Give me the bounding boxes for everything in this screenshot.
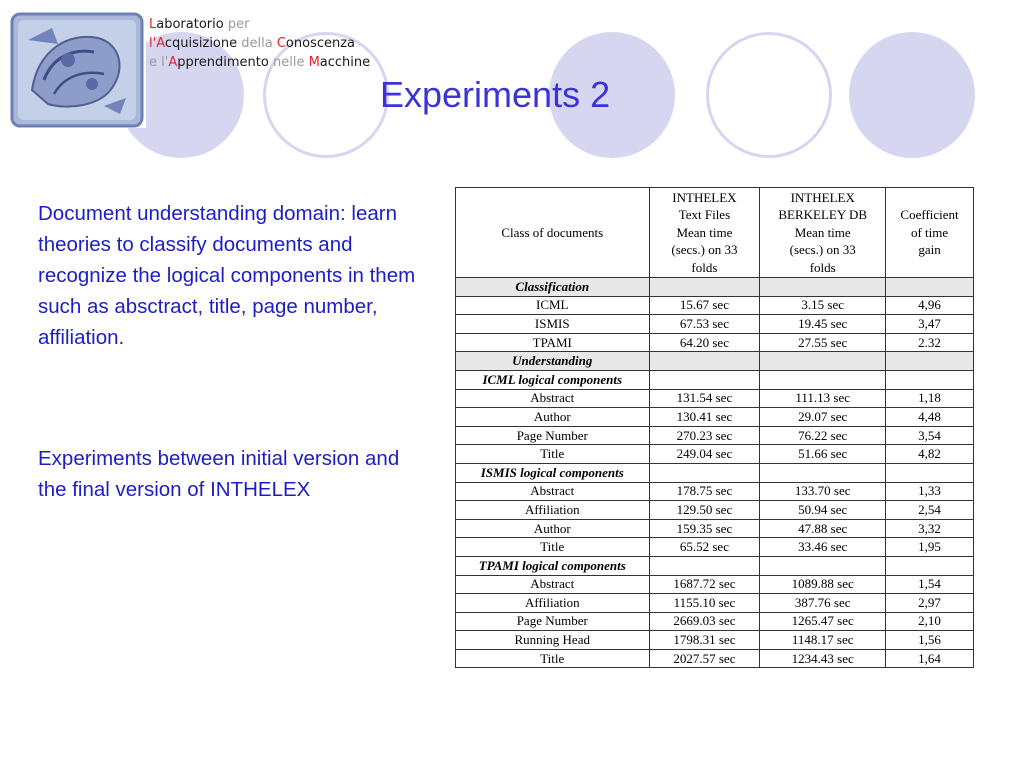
table-cell: 249.04 sec [649,445,760,464]
table-cell: 4,96 [886,296,974,315]
empty-cell [760,370,886,389]
table-cell: Title [456,649,650,668]
table-body [456,278,974,668]
decorative-circle [849,32,975,158]
lab-name-segment: M [308,55,320,70]
table-cell: 67.53 sec [649,315,760,334]
empty-cell [886,278,974,297]
table-row [456,594,974,613]
empty-cell [649,278,760,297]
table-row [456,315,974,334]
lab-name-segment: A [168,55,178,70]
table-header-row [456,188,974,278]
section-label: TPAMI logical components [456,556,650,575]
slide-title: Experiments 2 [380,74,611,115]
table-cell: 1687.72 sec [649,575,760,594]
table-cell: ISMIS [456,315,650,334]
table-cell: 47.88 sec [760,519,886,538]
table-row [456,575,974,594]
table-cell: 19.45 sec [760,315,886,334]
table-row [456,296,974,315]
table-cell: 4,48 [886,408,974,427]
table-subsection-row [456,370,974,389]
lab-name-segment: C [276,36,286,51]
column-header: Class of documents [456,188,650,278]
table-cell: 129.50 sec [649,501,760,520]
empty-cell [760,352,886,371]
table-cell: 1,33 [886,482,974,501]
table-cell: Title [456,445,650,464]
empty-cell [886,370,974,389]
table-section-row [456,352,974,371]
table-cell: TPAMI [456,333,650,352]
column-header: INTHELEX Text Files Mean time (secs.) on 33 folds [649,188,760,278]
table-row [456,538,974,557]
section-label: ISMIS logical components [456,463,650,482]
table-cell: 4,82 [886,445,974,464]
section-label: ICML logical components [456,370,650,389]
table-cell: Affiliation [456,501,650,520]
table-cell: Abstract [456,389,650,408]
table-cell: Abstract [456,575,650,594]
column-header: Coefficient of time gain [886,188,974,278]
table-row [456,501,974,520]
lab-name-line [149,15,370,34]
table-cell: 64.20 sec [649,333,760,352]
lab-name-segment: e l' [149,55,169,70]
table-row [456,445,974,464]
body-paragraph: Experiments between initial version and the final version of INTHELEX [38,447,400,501]
table-row [456,612,974,631]
table-cell: 1148.17 sec [760,631,886,650]
empty-cell [649,463,760,482]
table-cell: 2669.03 sec [649,612,760,631]
lab-name-segment: L [149,17,157,32]
table-cell: 1,95 [886,538,974,557]
table-cell: ICML [456,296,650,315]
table-cell: 178.75 sec [649,482,760,501]
table-cell: 51.66 sec [760,445,886,464]
empty-cell [886,352,974,371]
table-cell: Affiliation [456,594,650,613]
table-cell: Page Number [456,426,650,445]
empty-cell [760,556,886,575]
table-cell: 29.07 sec [760,408,886,427]
table-row [456,482,974,501]
table-cell: 2027.57 sec [649,649,760,668]
table-row [456,631,974,650]
table-cell: 3,47 [886,315,974,334]
table-cell: Author [456,519,650,538]
empty-cell [760,463,886,482]
table-cell: Title [456,538,650,557]
table-cell: 387.76 sec [760,594,886,613]
table-cell: 50.94 sec [760,501,886,520]
table-cell: 15.67 sec [649,296,760,315]
body-paragraph: Document understanding domain: learn theories to classify documents and recognize the logical components in them such as absctract, title, page number, affiliation. [38,202,416,349]
table-cell: 130.41 sec [649,408,760,427]
lab-name-segment: acchine [319,55,371,70]
table-section-row [456,278,974,297]
table-subsection-row [456,463,974,482]
lab-name-segment: A [156,36,165,51]
lab-name-segment: aboratorio [156,17,228,32]
table-cell: 65.52 sec [649,538,760,557]
table-row [456,408,974,427]
table-cell: Author [456,408,650,427]
table-cell: 1234.43 sec [760,649,886,668]
table-row [456,333,974,352]
lab-name [149,15,370,72]
table-cell: 1,54 [886,575,974,594]
table-cell: 131.54 sec [649,389,760,408]
table-cell: 1,18 [886,389,974,408]
lab-name-line [149,34,370,53]
table-cell: 2,97 [886,594,974,613]
table-cell: 111.13 sec [760,389,886,408]
table-cell: 2,54 [886,501,974,520]
empty-cell [649,556,760,575]
section-label: Understanding [456,352,650,371]
section-label: Classification [456,278,650,297]
table-cell: 1265.47 sec [760,612,886,631]
table-cell: 76.22 sec [760,426,886,445]
lab-name-segment: per [227,17,250,32]
lab-name-segment: nelle [272,55,309,70]
table-row [456,389,974,408]
table-cell: 27.55 sec [760,333,886,352]
table-cell: Page Number [456,612,650,631]
table-cell: 133.70 sec [760,482,886,501]
table-cell: 270.23 sec [649,426,760,445]
table-cell: 33.46 sec [760,538,886,557]
empty-cell [649,352,760,371]
lab-logo-icon [8,10,148,130]
table-cell: 3,54 [886,426,974,445]
column-header: INTHELEX BERKELEY DB Mean time (secs.) on 33 folds [760,188,886,278]
empty-cell [760,278,886,297]
lab-name-segment: della [241,36,277,51]
table-cell: 3,32 [886,519,974,538]
table-cell: Running Head [456,631,650,650]
decorative-ring [706,32,832,158]
empty-cell [886,556,974,575]
lab-name-segment: pprendimento [177,55,273,70]
table-cell: 1,64 [886,649,974,668]
empty-cell [886,463,974,482]
table-cell: 159.35 sec [649,519,760,538]
table-subsection-row [456,556,974,575]
table-cell: 1155.10 sec [649,594,760,613]
table-cell: 1798.31 sec [649,631,760,650]
table-row [456,519,974,538]
table-cell: 1089.88 sec [760,575,886,594]
table-row [456,649,974,668]
lab-name-line [149,53,370,72]
lab-name-segment: l' [149,36,157,51]
table-cell: 2.32 [886,333,974,352]
lab-name-segment: onoscenza [285,36,356,51]
table-cell: Abstract [456,482,650,501]
table-row [456,426,974,445]
table-cell: 2,10 [886,612,974,631]
table-cell: 3.15 sec [760,296,886,315]
results-table [455,187,974,668]
lab-name-segment: cquisizione [164,36,242,51]
table-cell: 1,56 [886,631,974,650]
empty-cell [649,370,760,389]
